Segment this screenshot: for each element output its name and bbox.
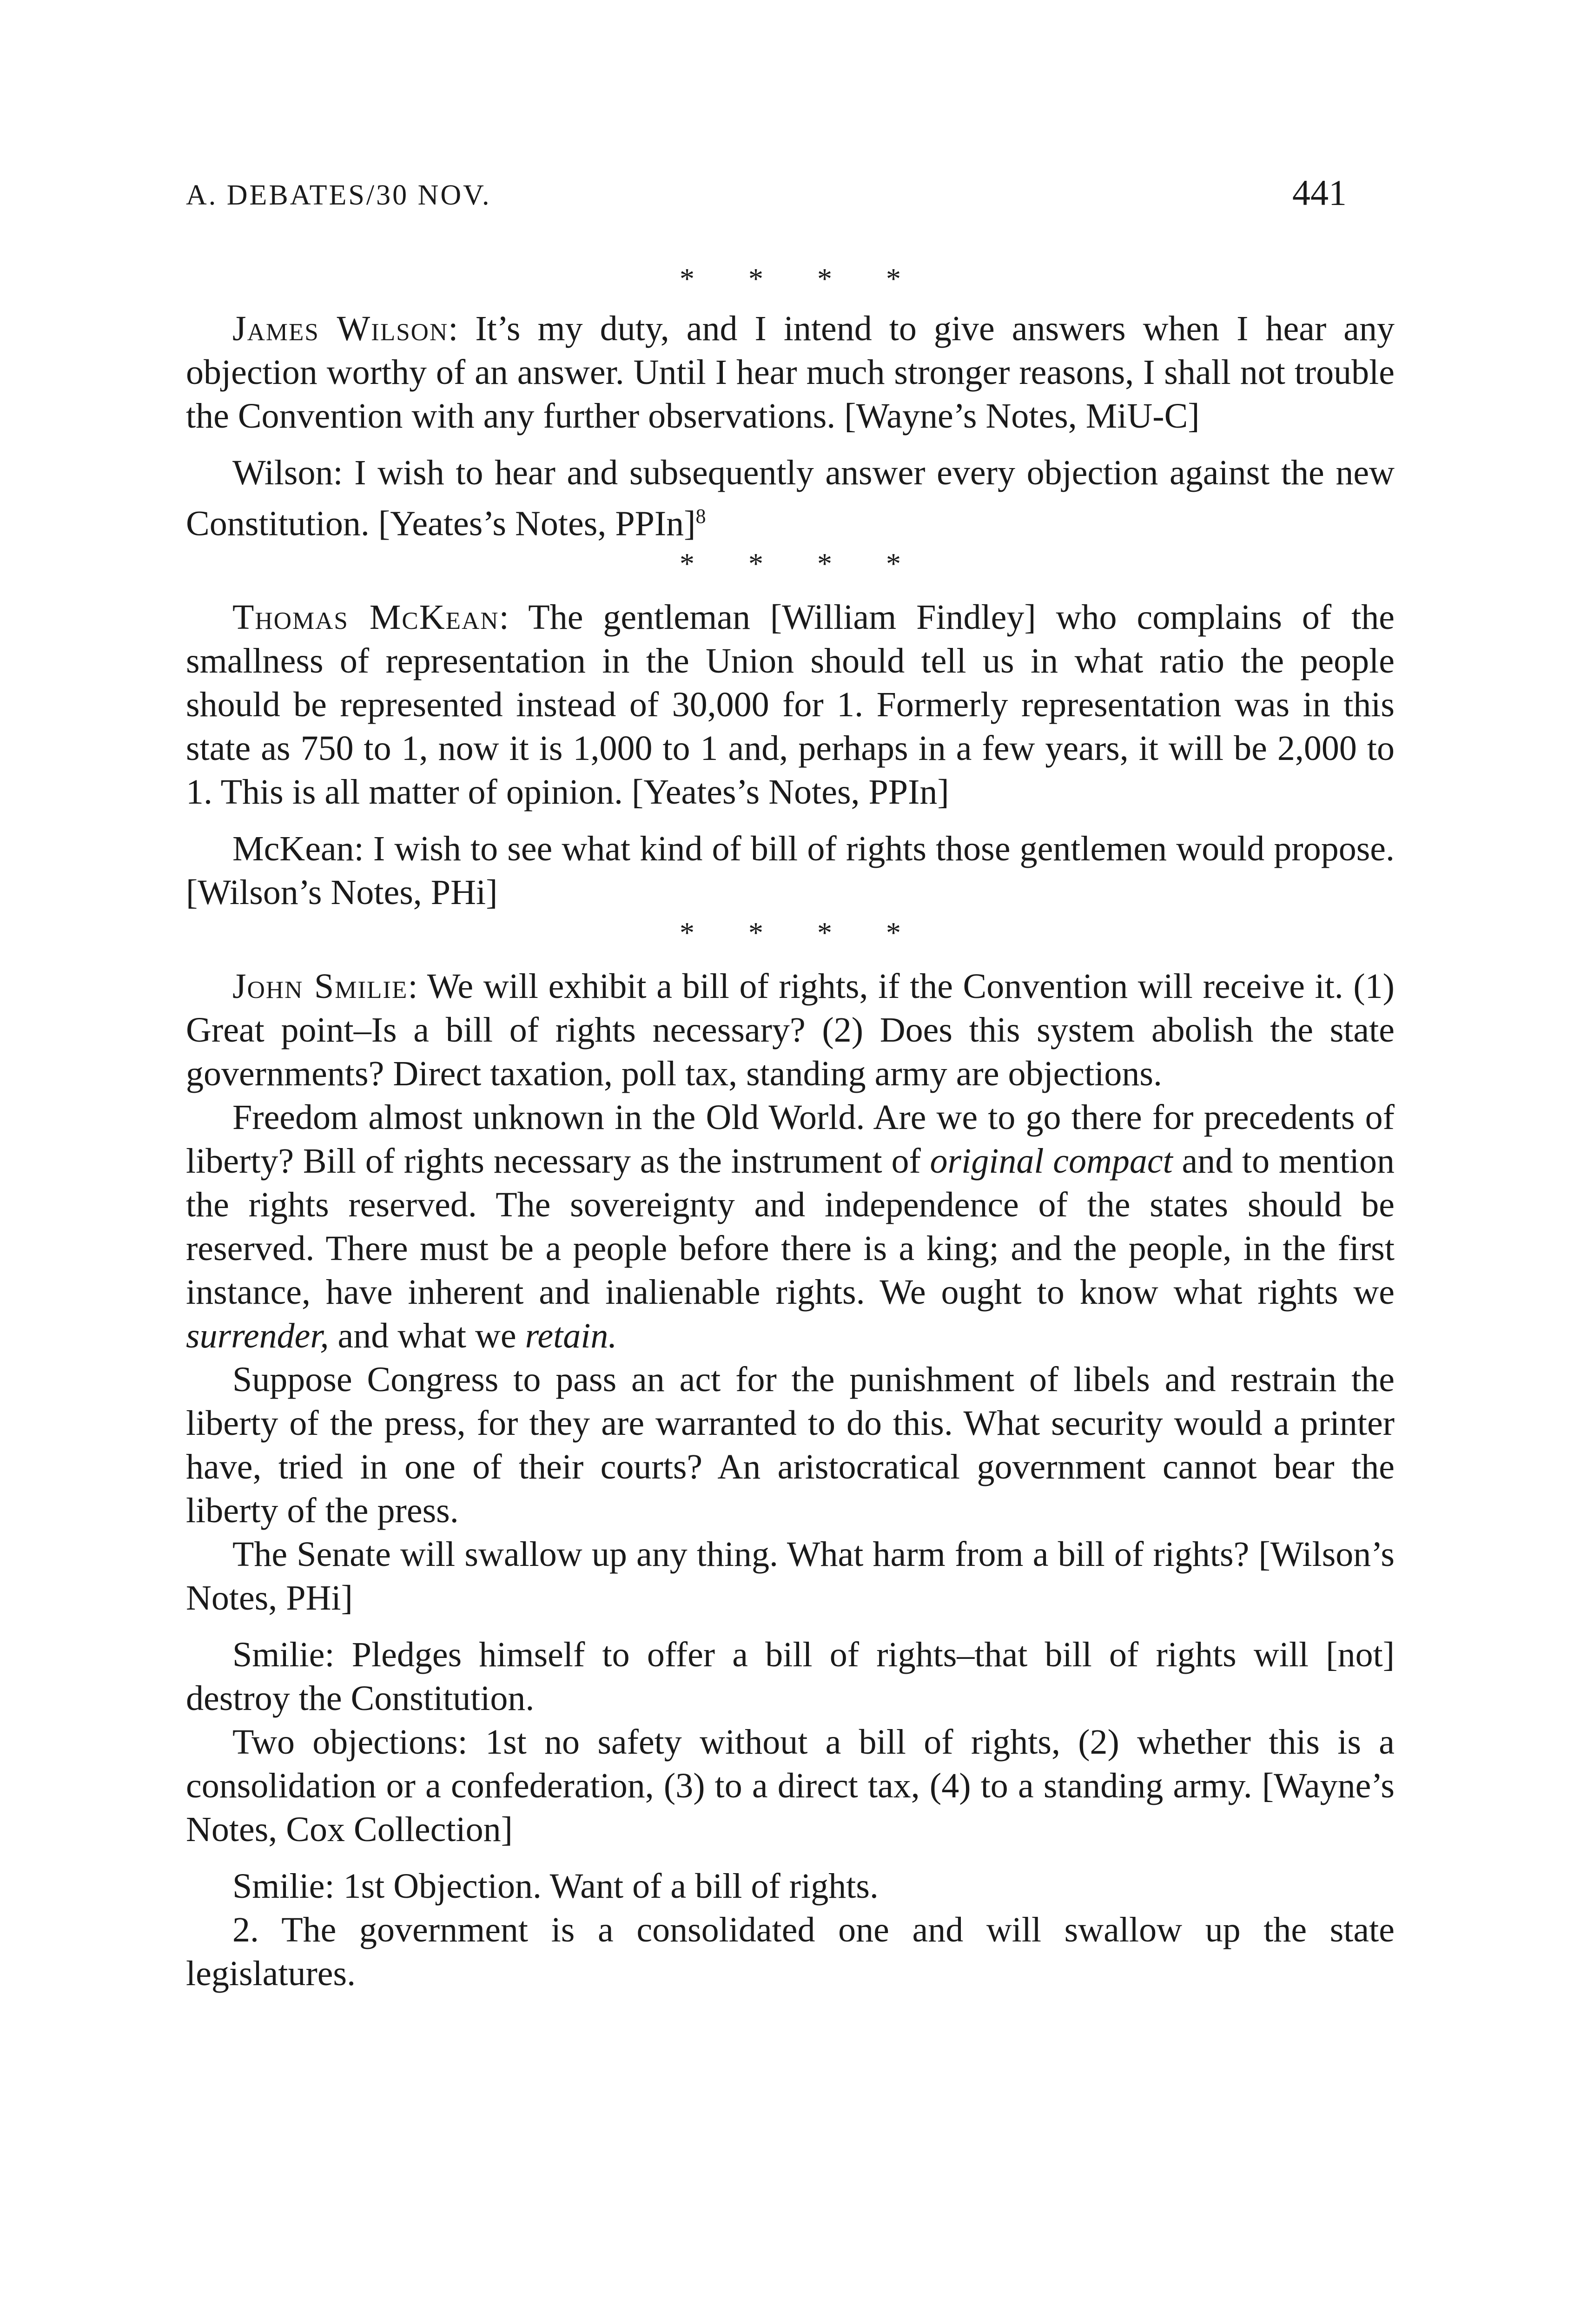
paragraph-mckean-representation (186, 595, 1395, 814)
paragraph-text: We will exhibit a bill of rights, if the Convention will receive it. (1) Great point–Is a bill of rights necessary? (2) Does this system abolish the state governments? Direct taxation, poll tax, standing army are objections. (186, 967, 1395, 1094)
speaker-colon: : (408, 967, 418, 1006)
section-separator: * * * * (680, 916, 924, 950)
paragraph-text: 2. The government is a consolidated one and will swallow up the state legislatures. (186, 1910, 1395, 1994)
italic-phrase: surrender, (186, 1316, 329, 1356)
paragraph-wilson-objection (186, 451, 1395, 545)
italic-phrase: retain. (525, 1316, 617, 1356)
page-body (186, 260, 1395, 1995)
speaker-name: John Smilie (232, 967, 408, 1006)
paragraph-text: Suppose Congress to pass an act for the punishment of libels and restrain the liberty of the press, for they are warranted to do this. What security would a printer have, tried in one of their courts? An aristocratical government cannot bear the liberty of the press. (186, 1360, 1395, 1531)
paragraph-text: Freedom almost unknown in the Old World. Are we to go there for precedents of liberty? Bill of rights necessary as the instrument of (186, 1098, 1395, 1181)
paragraph-text: The gentleman [William Findley] who complains of the smallness of representation in the Union should tell us in what ratio the people should be represented instead of 30,000 for 1. Formerly representation was in this state as 750 to 1, now it is 1,000 to 1 and, perhaps in a few years, it will be 2,000 to 1. This is all matter of opinion. [Yeates’s Notes, PPIn] (186, 598, 1395, 812)
paragraph-text: It’s my duty, and I intend to give answers when I hear any objection worthy of an answer. Until I hear much stronger reasons, I shall not trouble the Convention with any further observations. [Wayne’s Notes, MiU-C] (186, 309, 1395, 436)
speaker-colon: : (499, 598, 509, 637)
paragraph-text: Wilson: I wish to hear and subsequently answer every objection against the new Constitution. [Yeates’s Notes, PPIn] (186, 453, 1395, 543)
running-head: A. DEBATES/30 NOV. (186, 179, 491, 211)
paragraph-smilie-exhibit (186, 964, 1395, 1096)
paragraph-text: and to mention the rights reserved. The sovereignty and independence of the states should be reserved. There must be a people before there is a king; and the people, in the first instance, have inherent and inalienable rights. We ought to know what rights we (186, 1142, 1395, 1312)
footnote-marker: 8 (695, 505, 706, 528)
italic-phrase: original compact (930, 1142, 1173, 1181)
section-separator: * * * * (680, 547, 924, 581)
speaker-name: Thomas McKean (232, 598, 499, 637)
speaker-colon: : (448, 309, 458, 348)
speaker-name: James Wilson (232, 309, 449, 348)
paragraph-two-objections (186, 1720, 1395, 1851)
paragraph-text: The Senate will swallow up any thing. What harm from a bill of rights? [Wilson’s Notes, PHi] (186, 1535, 1395, 1618)
paragraph-senate (186, 1532, 1395, 1620)
paragraph-consolidated (186, 1908, 1395, 1995)
paragraph-wilson-duty (186, 307, 1395, 438)
paragraph-freedom (186, 1096, 1395, 1358)
paragraph-text: McKean: I wish to see what kind of bill of rights those gentlemen would propose. [Wilson’s Notes, PHi] (186, 829, 1395, 912)
section-separator: * * * * (680, 262, 924, 295)
paragraph-smilie-pledges (186, 1633, 1395, 1720)
paragraph-smilie-first-objection (186, 1864, 1395, 1908)
paragraph-mckean-bill-of-rights (186, 827, 1395, 914)
paragraph-libels (186, 1358, 1395, 1532)
paragraph-text: and what we (329, 1316, 525, 1356)
paragraph-text: Smilie: Pledges himself to offer a bill of rights–that bill of rights will [not] destroy the Constitution. (186, 1635, 1395, 1718)
paragraph-text: Two objections: 1st no safety without a bill of rights, (2) whether this is a consolidation or a confederation, (3) to a direct tax, (4) to a standing army. [Wayne’s Notes, Cox Collection] (186, 1723, 1395, 1849)
page-number: 441 (1292, 172, 1347, 213)
paragraph-text: Smilie: 1st Objection. Want of a bill of rights. (232, 1867, 879, 1906)
